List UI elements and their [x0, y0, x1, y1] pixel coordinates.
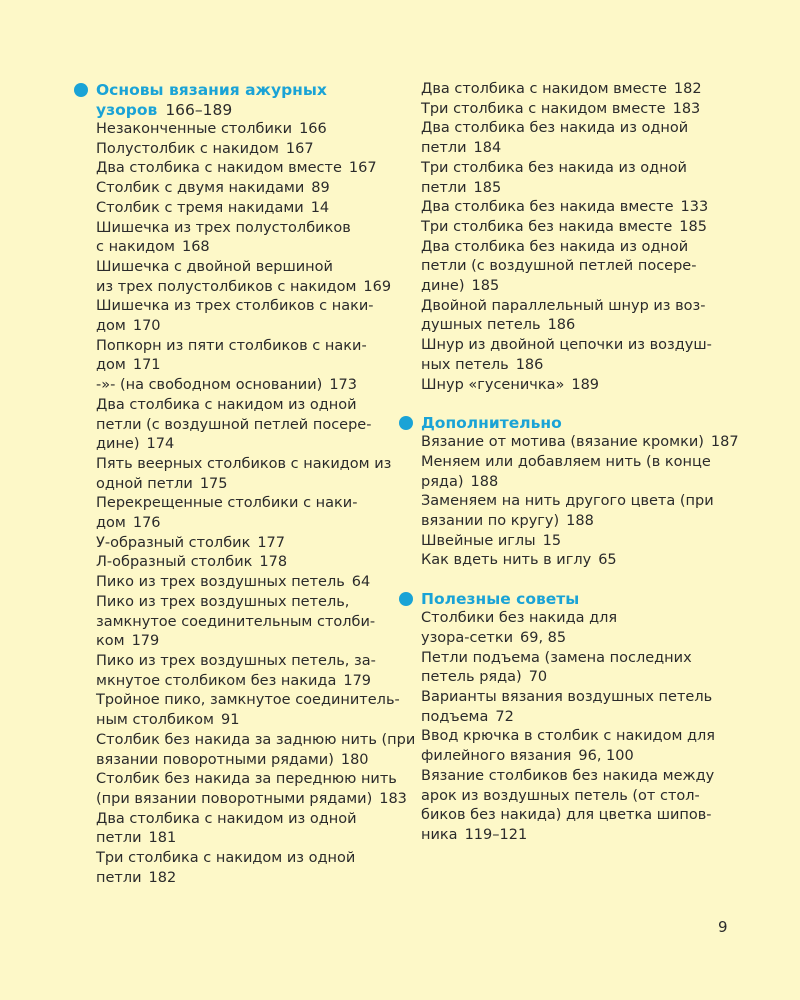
index-entry-text	[96, 652, 394, 672]
page-reference: 168	[181, 239, 210, 256]
page-reference: 119–121	[464, 826, 528, 843]
page-reference: 170	[132, 318, 161, 335]
index-entry-line: Столбик с двумя накидами	[96, 180, 305, 197]
index-entry-text	[96, 613, 394, 633]
index-entry-text	[421, 297, 739, 317]
index-entry	[421, 198, 739, 218]
index-entry-text	[96, 593, 394, 613]
index-entry-text	[96, 573, 394, 593]
page-reference: 187	[710, 434, 739, 451]
index-entry-line: Два столбика без накида из одной	[421, 120, 689, 137]
index-entry	[421, 159, 739, 198]
index-entry-line: Шнур из двойной цепочки из воздуш-	[421, 337, 712, 354]
index-entry-text	[421, 159, 739, 179]
page-reference: 174	[146, 436, 175, 453]
index-entry-text	[96, 317, 394, 337]
index-entry-line: вязании поворотными рядами)	[96, 751, 334, 768]
index-entry-text	[96, 849, 394, 869]
index-entry-line: ряда)	[421, 473, 464, 490]
index-entry-text	[421, 336, 739, 356]
index-entry-line: петли	[96, 830, 142, 847]
index-entry-text	[421, 629, 739, 649]
index-entry-text	[96, 869, 394, 889]
index-entry-text	[96, 494, 394, 514]
page-reference: 183	[672, 100, 701, 117]
page-reference: 69, 85	[520, 629, 567, 646]
index-entry-line: Двойной параллельный шнур из воз-	[421, 297, 706, 314]
index-entry-text	[96, 632, 394, 652]
index-entry	[421, 376, 739, 396]
index-entry-line: Два столбика с накидом из одной	[96, 396, 357, 413]
page-reference: 167	[285, 140, 314, 157]
index-entry-line: Шишечка из трех полустолбиков	[96, 219, 351, 236]
index-entry-text	[421, 609, 739, 629]
index-entry-text	[421, 316, 739, 336]
index-entries	[399, 80, 739, 395]
index-entry-line: ника	[421, 826, 458, 843]
index-entry-text	[96, 514, 394, 534]
index-entry	[421, 80, 739, 100]
index-entry-line: петель ряда)	[421, 669, 522, 686]
page-reference: 171	[132, 357, 161, 374]
index-entry	[421, 727, 739, 766]
page-reference: 133	[680, 199, 709, 216]
index-entry	[421, 433, 739, 453]
index-entry	[96, 337, 394, 376]
page-reference: 181	[148, 830, 177, 847]
index-entry-line: с накидом	[96, 239, 175, 256]
index-entry-text	[421, 708, 739, 728]
page-reference: 72	[495, 708, 514, 725]
index-entry	[96, 534, 394, 554]
index-entry-text	[421, 277, 739, 297]
index-entry-line: мкнутое столбиком без накида	[96, 672, 337, 689]
index-entry-line: -»- (на свободном основании)	[96, 377, 323, 394]
page-reference: 182	[148, 869, 177, 886]
index-entry-text	[421, 198, 739, 218]
index-entry	[96, 297, 394, 336]
index-entry-line: ком	[96, 633, 125, 650]
page-reference: 179	[131, 633, 160, 650]
page-reference: 183	[379, 790, 407, 807]
index-entry-text	[421, 80, 739, 100]
section-heading-line: Дополнительно	[421, 414, 562, 433]
index-entry-line: дом	[96, 515, 126, 532]
index-entry-line: Столбик без накида за переднюю нить	[96, 771, 397, 788]
index-entry	[96, 731, 416, 770]
page-reference: 166	[299, 121, 327, 137]
index-entry-text	[96, 376, 394, 396]
index-entry-line: Швейные иглы	[421, 532, 536, 549]
index-entry	[421, 453, 739, 492]
index-entry-line: Три столбика без накида вместе	[421, 218, 673, 235]
index-entry	[96, 849, 394, 888]
index-entry	[96, 159, 394, 179]
section-heading	[399, 413, 739, 433]
page-reference: 188	[566, 513, 594, 530]
index-entry-line: У-образный столбик	[96, 534, 251, 551]
index-entry-text	[421, 119, 739, 139]
page-reference: 182	[673, 81, 702, 97]
index-entry-line: дине)	[96, 436, 140, 453]
index-entry-line: Вязание столбиков без накида между	[421, 767, 715, 784]
page-reference: 91	[220, 712, 240, 729]
index-section	[399, 413, 739, 571]
index-entry-text	[96, 396, 394, 416]
index-entry-text	[96, 553, 394, 573]
index-entry-text	[96, 297, 394, 317]
index-entry-text	[96, 829, 394, 849]
page-reference: 177	[257, 534, 286, 551]
page-reference: 89	[311, 180, 330, 197]
index-entry	[96, 140, 394, 160]
index-entry-text	[96, 278, 394, 298]
index-entry-text	[96, 770, 397, 790]
index-entry-text	[96, 140, 394, 160]
index-entry	[96, 573, 394, 593]
index-entry	[96, 120, 394, 140]
page-reference: 186	[515, 356, 544, 373]
page-reference: 175	[199, 475, 228, 492]
index-entry-line: Два столбика без накида вместе	[421, 199, 674, 216]
index-entry-line: Столбик без накида за заднюю нить (при	[96, 731, 416, 748]
index-entry	[421, 336, 739, 375]
index-entry	[96, 593, 394, 652]
index-entry-text	[96, 731, 416, 751]
index-entry-text	[421, 453, 739, 473]
index-entry	[96, 455, 394, 494]
index-entry-line: ным столбиком	[96, 712, 214, 729]
index-entry	[96, 652, 394, 691]
index-entry-text	[96, 711, 394, 731]
index-entry-text	[421, 649, 739, 669]
page-reference: 185	[471, 278, 500, 295]
index-entry-text	[96, 475, 394, 495]
index-entry-text	[96, 159, 394, 179]
index-entry	[421, 492, 739, 531]
index-entry-line: Пико из трех воздушных петель, за-	[96, 652, 376, 669]
index-entry-line: Шишечка из трех столбиков с наки-	[96, 298, 374, 315]
page-reference: 185	[679, 218, 707, 235]
index-entry-text	[96, 238, 394, 258]
index-entry-line: Попкорн из пяти столбиков с наки-	[96, 337, 367, 354]
index-entry-line: дом	[96, 357, 126, 374]
page-reference: 178	[259, 554, 288, 571]
index-entry-line: одной петли	[96, 475, 193, 492]
index-entry-line: Шишечка с двойной вершиной	[96, 258, 333, 275]
index-entry-text	[96, 810, 394, 830]
page-reference: 167	[348, 160, 377, 177]
index-entry	[96, 258, 394, 297]
index-entry-line: Пико из трех воздушных петель,	[96, 593, 350, 610]
index-entry-line: дом	[96, 318, 126, 335]
index-entry-line: петли	[96, 869, 142, 886]
page-reference: 173	[329, 377, 358, 394]
index-entry-line: Ввод крючка в столбик с накидом для	[421, 728, 716, 745]
index-entry-line: Полустолбик с накидом	[96, 140, 279, 157]
index-entry-line: филейного вязания	[421, 748, 572, 765]
index-entry-text	[421, 100, 739, 120]
index-entry-line: подъема	[421, 708, 489, 725]
page-reference: 180	[340, 751, 369, 768]
index-entry-line: замкнутое соединительным столби-	[96, 613, 376, 630]
index-entry-line: петли (с воздушной петлей посере-	[96, 416, 372, 433]
page-reference: 169	[363, 278, 392, 295]
section-heading	[399, 589, 739, 609]
index-entry-text	[421, 179, 739, 199]
bullet-dot-icon	[399, 592, 413, 606]
index-entry-line: Три столбика с накидом вместе	[421, 100, 666, 117]
index-entry-line: Варианты вязания воздушных петель	[421, 688, 713, 705]
index-entry-line: Два столбика с накидом вместе	[421, 81, 667, 97]
index-entry-line: Два столбика с накидом из одной	[96, 810, 357, 827]
index-entry-line: вязании по кругу)	[421, 513, 560, 530]
index-entry-line: Петли подъема (замена последних	[421, 649, 692, 666]
section-heading-line: узоров	[96, 101, 158, 119]
index-entry-line: петли	[421, 179, 467, 196]
index-entry-text	[96, 534, 394, 554]
index-entry-text	[421, 257, 739, 277]
index-entry-text	[421, 668, 739, 688]
index-entry-line: петли (с воздушной петлей посере-	[421, 258, 697, 275]
index-entry-text	[421, 139, 739, 159]
index-entry-line: арок из воздушных петель (от стол-	[421, 787, 700, 804]
index-entry-text	[421, 806, 739, 826]
index-entry-line: Столбик с тремя накидами	[96, 199, 304, 216]
index-entry-line: Незаконченные столбики	[96, 121, 293, 137]
index-entry-text	[421, 512, 739, 532]
index-entry-text	[96, 356, 394, 376]
index-entry-text	[96, 120, 394, 140]
index-entry	[96, 494, 394, 533]
index-entry	[421, 688, 739, 727]
index-entry-text	[421, 238, 739, 258]
index-section	[74, 80, 416, 888]
index-entry-text	[421, 356, 739, 376]
index-entry-line: дине)	[421, 278, 465, 295]
page-number: 9	[718, 918, 728, 936]
index-entry-line: Вязание от мотива (вязание кромки)	[421, 434, 704, 451]
index-entry-text	[421, 688, 739, 708]
index-entry-line: Три столбика с накидом из одной	[96, 850, 356, 867]
index-entry-line: Тройное пико, замкнутое соединитель-	[96, 692, 400, 709]
index-entry-line: Меняем или добавляем нить (в конце	[421, 453, 711, 470]
index-entry-text	[421, 727, 739, 747]
index-entries	[399, 433, 739, 571]
index-entry-text	[421, 826, 739, 846]
index-entry-text	[421, 787, 739, 807]
page-reference: 179	[343, 672, 372, 689]
index-entry	[421, 100, 739, 120]
index-entries	[74, 120, 416, 888]
index-entry-line: Два столбика с накидом вместе	[96, 160, 342, 177]
bullet-dot-icon	[399, 416, 413, 430]
index-entry-text	[96, 258, 394, 278]
index-entry-line: Перекрещенные столбики с наки-	[96, 495, 358, 512]
index-entry-text	[96, 790, 407, 810]
index-entry-line: петли	[421, 140, 467, 157]
page-reference: 15	[542, 532, 562, 549]
section-heading-pages: 166–189	[165, 101, 233, 119]
index-entry-line: душных петель	[421, 317, 541, 334]
index-entry-line: Шнур «гусеничка»	[421, 376, 565, 393]
index-entry-line: Пять веерных столбиков с накидом из	[96, 455, 392, 472]
page-reference: 14	[310, 199, 330, 216]
index-entry-text	[96, 416, 394, 436]
index-entry-text	[421, 532, 739, 552]
index-entry-line: из трех полустолбиков с накидом	[96, 278, 357, 295]
index-entry-line: Л-образный столбик	[96, 554, 253, 571]
index-entry-line: узора-сетки	[421, 629, 514, 646]
index-entry-text	[96, 435, 394, 455]
index-entry-line: Заменяем на нить другого цвета (при	[421, 493, 714, 510]
index-entry	[96, 179, 394, 199]
page-reference: 65	[598, 552, 617, 569]
index-entry	[96, 376, 394, 396]
section-heading-line: Полезные советы	[421, 590, 580, 609]
index-entry-text	[421, 551, 739, 571]
index-entry-text	[421, 492, 739, 512]
index-entry	[421, 609, 739, 648]
index-entry-line: биков без накида) для цветка шипов-	[421, 807, 712, 824]
index-entry-line: Пико из трех воздушных петель	[96, 574, 345, 591]
index-entry-line: Как вдеть нить в иглу	[421, 552, 592, 569]
bullet-dot-icon	[74, 83, 88, 97]
index-entry	[421, 218, 739, 238]
index-entry	[421, 551, 739, 571]
page-reference: 184	[473, 140, 502, 157]
index-entry-text	[421, 767, 739, 787]
index-column-left	[74, 80, 416, 906]
index-entry	[96, 770, 407, 809]
index-entry-text	[96, 751, 394, 771]
index-entry	[96, 199, 394, 219]
index-entry-text	[96, 691, 400, 711]
index-entry	[96, 219, 394, 258]
page-reference: 64	[351, 574, 371, 591]
index-entry-text	[96, 219, 394, 239]
index-entry-line: ных петель	[421, 356, 509, 373]
page-reference: 186	[547, 317, 576, 334]
index-entry-text	[421, 473, 739, 493]
index-entry	[421, 297, 739, 336]
index-entry-line: (при вязании поворотными рядами)	[96, 790, 373, 807]
index-entry-text	[96, 672, 394, 692]
index-entry	[96, 553, 394, 573]
index-entry	[96, 810, 394, 849]
page-reference: 189	[571, 376, 600, 393]
index-entries	[399, 609, 739, 845]
index-entry	[421, 532, 739, 552]
index-entry-text	[96, 337, 394, 357]
index-column-right	[399, 80, 739, 864]
index-entry-text	[421, 376, 739, 396]
index-entry-line: Два столбика без накида из одной	[421, 238, 689, 255]
index-entry-text	[96, 199, 394, 219]
index-entry-text	[421, 747, 739, 767]
index-entry-text	[96, 455, 394, 475]
index-entry	[96, 396, 394, 455]
index-entry	[421, 649, 739, 688]
index-entry	[96, 691, 400, 730]
page-reference: 96, 100	[578, 748, 634, 765]
index-section	[399, 80, 739, 395]
section-heading-line: Основы вязания ажурных	[96, 81, 327, 99]
index-entry-text	[421, 433, 739, 453]
page-reference: 188	[470, 473, 499, 490]
section-heading	[74, 80, 394, 120]
index-entry	[421, 767, 739, 846]
index-entry	[421, 119, 739, 158]
index-entry-line: Столбики без накида для	[421, 610, 618, 627]
index-entry-text	[96, 179, 394, 199]
index-entry	[421, 238, 739, 297]
page-reference: 185	[473, 179, 502, 196]
index-entry-line: Три столбика без накида из одной	[421, 159, 687, 176]
index-entry-text	[421, 218, 739, 238]
index-section	[399, 589, 739, 845]
page-reference: 176	[132, 515, 161, 532]
page-reference: 70	[528, 669, 548, 686]
